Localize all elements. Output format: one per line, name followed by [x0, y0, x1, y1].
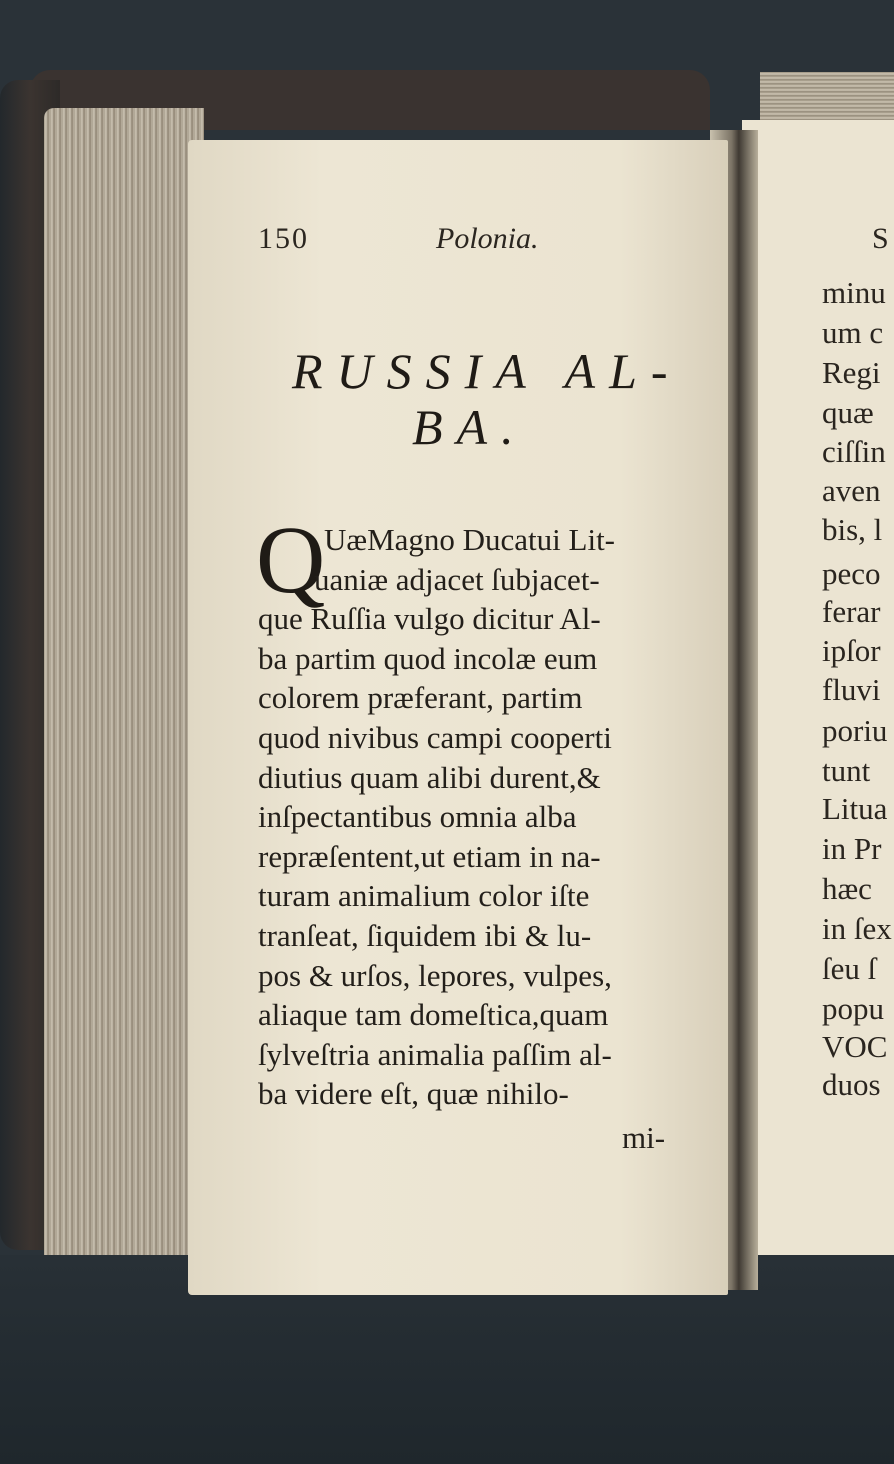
running-head	[258, 222, 698, 262]
running-title: Polonia.	[436, 222, 539, 255]
right-text-line: popu	[822, 991, 884, 1026]
page-number: 150	[258, 222, 309, 255]
text-line: uaniæ adjacet ſubjacet-	[314, 562, 600, 597]
text-line: aliaque tam domeſtica,quam	[258, 997, 609, 1032]
right-text-line: peco	[822, 556, 881, 591]
right-text-line: um c	[822, 315, 884, 350]
text-line: ba partim quod incolæ eum	[258, 641, 598, 676]
text-line: repræſentent,ut etiam in na-	[258, 839, 601, 874]
right-text-line: ipſor	[822, 633, 881, 668]
right-text-line: ſeu ſ	[822, 951, 877, 986]
right-text-line: tunt	[822, 753, 871, 788]
text-line: turam animalium color iſte	[258, 878, 590, 913]
text-line: quod nivibus campi cooperti	[258, 720, 612, 755]
chapter-heading-line-1: RUSSIA AL-	[292, 343, 682, 399]
right-running-head: S	[872, 222, 889, 255]
right-text-line: in ſex	[822, 911, 892, 946]
right-text-line: Litua	[822, 791, 888, 826]
drop-cap: Q	[256, 506, 326, 613]
chapter-heading-line-2: BA.	[412, 399, 528, 455]
text-line: ſylveſtria animalia paſſim al-	[258, 1037, 612, 1072]
right-text-line: duos	[822, 1067, 881, 1102]
right-text-line: fluvi	[822, 672, 881, 707]
right-text-line: quæ	[822, 395, 874, 430]
page-fore-edges	[44, 108, 204, 1293]
right-text-line: VOC	[822, 1029, 888, 1064]
right-text-line: poriu	[822, 713, 888, 748]
right-text-line: aven	[822, 473, 881, 508]
text-line: diutius quam alibi durent,&	[258, 760, 601, 795]
catchword: mi-	[622, 1120, 666, 1155]
text-line: tranſeat, ſiquidem ibi & lu-	[258, 918, 592, 953]
text-line: inſpectantibus omnia alba	[258, 799, 577, 834]
text-line: ba videre eſt, quæ nihilo-	[258, 1076, 569, 1111]
right-text-line: ferar	[822, 594, 881, 629]
text-line: que Ruſſia vulgo dicitur Al-	[258, 601, 601, 636]
text-line: pos & urſos, lepores, vulpes,	[258, 958, 612, 993]
right-text-line: bis, l	[822, 512, 883, 547]
right-text-line: minu	[822, 275, 886, 310]
text-line: colorem præferant, partim	[258, 680, 583, 715]
right-text-line: in Pr	[822, 831, 882, 866]
right-text-line: hæc	[822, 871, 872, 906]
text-line: UæMagno Ducatui Lit-	[324, 522, 616, 557]
right-text-line: ciſſin	[822, 434, 886, 469]
right-text-line: Regi	[822, 355, 881, 390]
